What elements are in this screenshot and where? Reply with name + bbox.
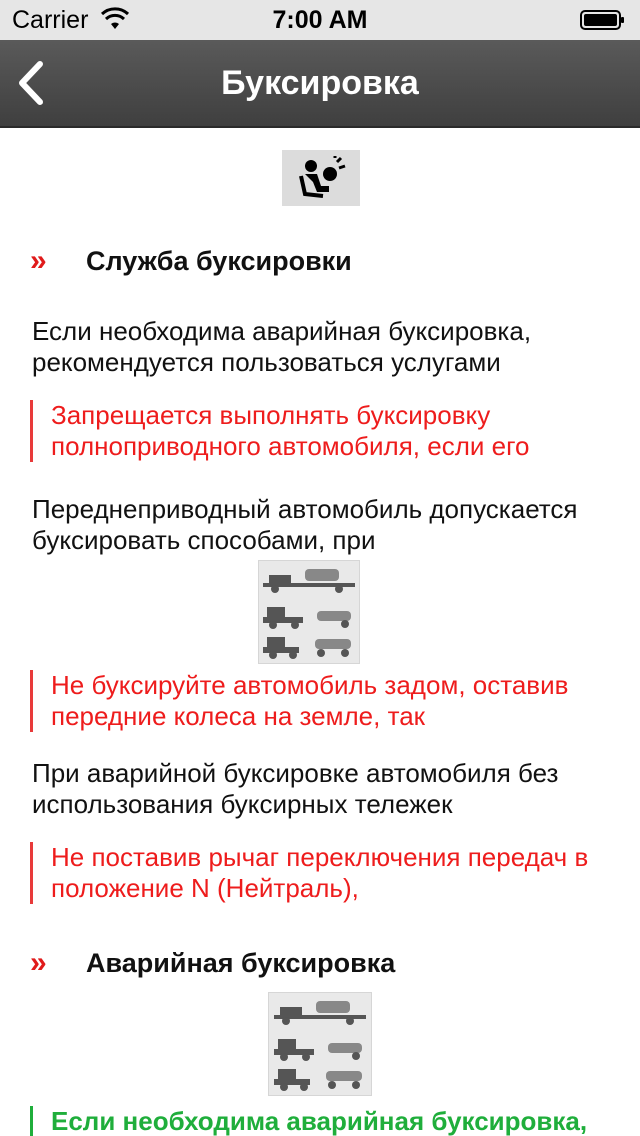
status-bar bbox=[0, 0, 640, 40]
section-header-emergency-towing[interactable] bbox=[30, 946, 395, 980]
towing-methods-image bbox=[268, 992, 372, 1096]
article-content bbox=[0, 128, 640, 1136]
warning-note: Не буксируйте автомобиль задом, оставив передние колеса на земле, так bbox=[30, 670, 620, 732]
carrier-label: Carrier bbox=[12, 6, 89, 34]
double-chevron-right-icon: » bbox=[30, 946, 43, 979]
airbag-person-icon bbox=[282, 150, 360, 206]
paragraph: Если необходима аварийная буксировка, рекомендуется пользоваться услугами bbox=[32, 316, 532, 377]
double-chevron-right-icon: » bbox=[30, 244, 43, 277]
clock: 7:00 AM bbox=[272, 6, 368, 34]
navigation-bar bbox=[0, 40, 640, 128]
page-title: Буксировка bbox=[221, 64, 419, 102]
warning-note: Запрещается выполнять буксировку полноприводного автомобиля, если его bbox=[30, 400, 620, 462]
towing-methods-image bbox=[258, 560, 360, 664]
battery-icon bbox=[580, 9, 626, 31]
paragraph: Переднеприводный автомобиль допускается буксировать способами, при bbox=[32, 494, 578, 555]
section-header-towing-service[interactable] bbox=[30, 244, 352, 278]
section-title: Служба буксировки bbox=[86, 245, 352, 276]
info-note: Если необходима аварийная буксировка, bbox=[30, 1106, 630, 1136]
paragraph: При аварийной буксировке автомобиля без использования буксирных тележек bbox=[32, 758, 559, 819]
warning-note: Не поставив рычаг переключения передач в положение N (Нейтраль), bbox=[30, 842, 620, 904]
section-title: Аварийная буксировка bbox=[86, 947, 396, 978]
